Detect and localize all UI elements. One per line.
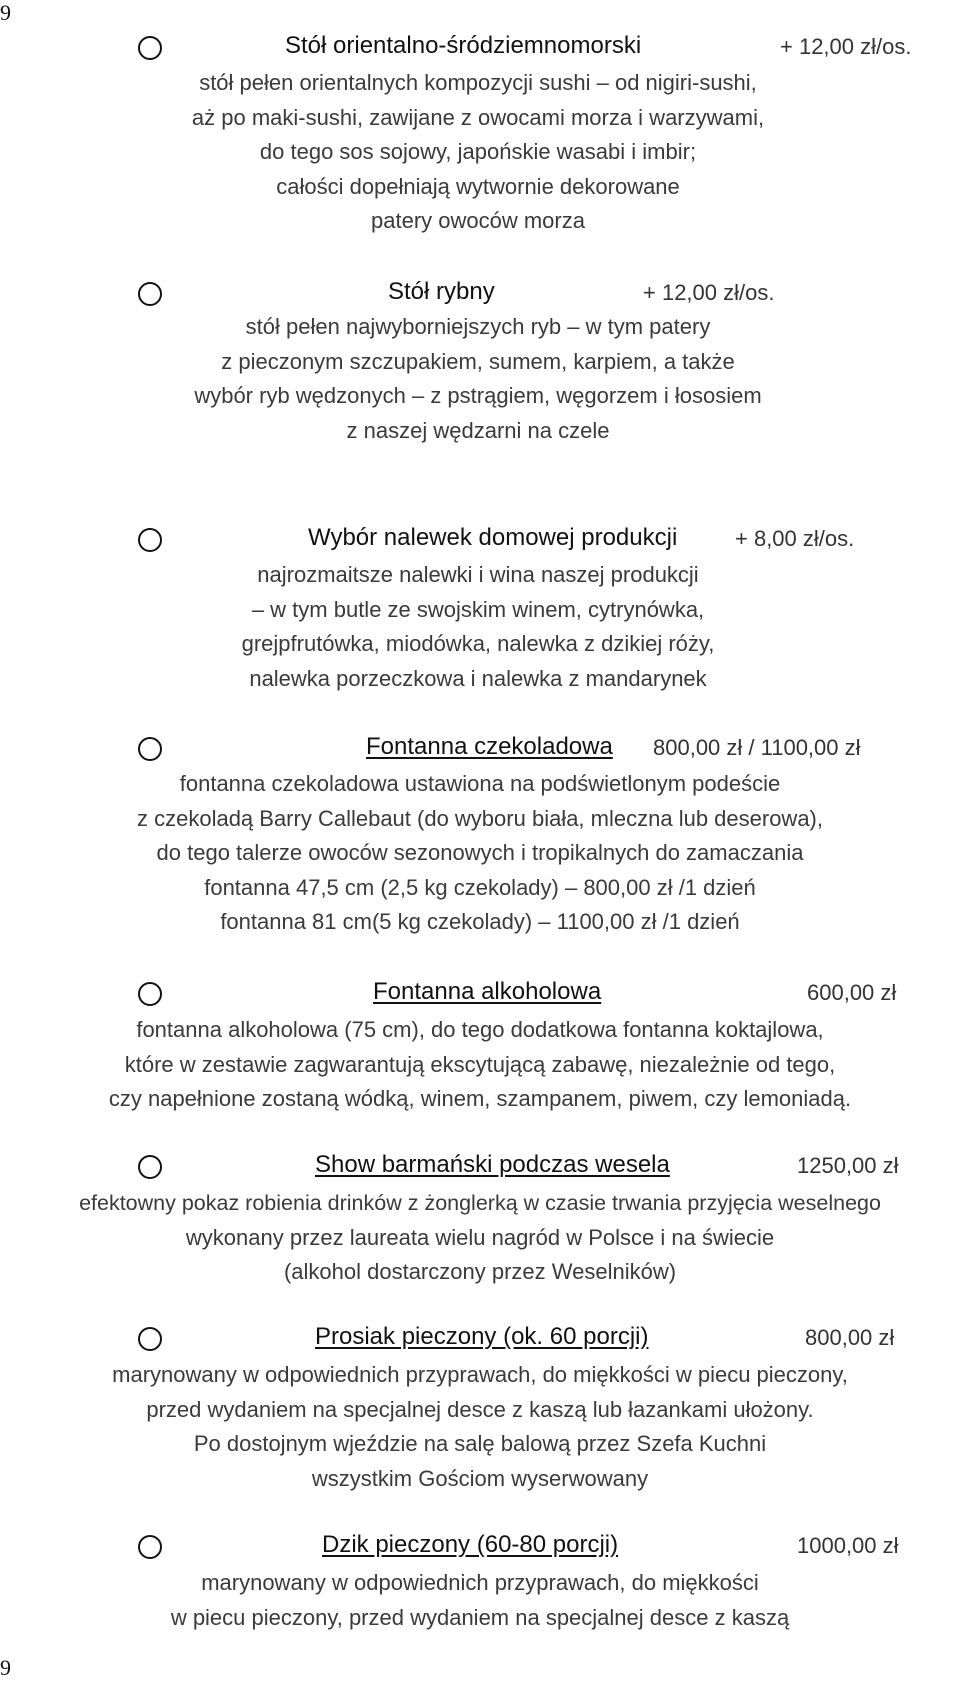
description-line: marynowany w odpowiednich przyprawach, do miękkości	[201, 1570, 759, 1595]
description-line: fontanna alkoholowa (75 cm), do tego dodatkowa fontanna koktajlowa,	[136, 1017, 824, 1042]
item-title: Dzik pieczony (60-80 porcji)	[322, 1531, 619, 1558]
item-title: Fontanna alkoholowa	[373, 978, 602, 1005]
item-description	[0, 1013, 960, 1117]
option-radio[interactable]	[138, 528, 162, 552]
description-line: (alkohol dostarczony przez Weselników)	[283, 1259, 677, 1284]
description-line: całości dopełniają wytwornie dekorowane	[276, 173, 680, 199]
description-line: nalewka porzeczkowa i nalewka z mandarynek	[249, 665, 707, 691]
page-number-top: 9	[0, 0, 11, 25]
description-line: Po dostojnym wjeździe na salę balową przez Szefa Kuchni	[193, 1431, 767, 1456]
description-line: aż po maki-sushi, zawijane z owocami morza i warzywami,	[191, 104, 765, 130]
description-line: grejpfrutówka, miodówka, nalewka z dzikiej róży,	[241, 631, 715, 656]
description-line: marynowany w odpowiednich przyprawach, do miękkości w piecu pieczony,	[112, 1362, 848, 1387]
item-price: + 8,00 zł/os.	[735, 526, 855, 551]
option-radio[interactable]	[138, 282, 162, 306]
item-title: Prosiak pieczony (ok. 60 porcji)	[315, 1323, 649, 1350]
description-line: wykonany przez laureata wielu nagród w Polsce i na świecie	[185, 1224, 775, 1250]
page-number-bottom: 9	[0, 1655, 11, 1680]
description-line: fontanna 81 cm(5 kg czekolady) – 1100,00 zł /1 dzień	[220, 909, 740, 934]
description-line: najrozmaitsze nalewki i wina naszej produkcji	[257, 562, 699, 587]
description-line: w piecu pieczony, przed wydaniem na specjalnej desce z kaszą	[170, 1604, 790, 1630]
description-line: do tego talerze owoców sezonowych i tropikalnych do zamaczania	[156, 840, 804, 865]
item-price: + 12,00 zł/os.	[780, 34, 912, 59]
option-radio[interactable]	[138, 737, 162, 761]
item-price: 800,00 zł	[805, 1325, 895, 1350]
option-radio[interactable]	[138, 1327, 162, 1351]
description-line: z naszej wędzarni na czele	[346, 417, 610, 443]
item-title: Stół orientalno-śródziemnomorski	[285, 32, 642, 59]
description-line: do tego sos sojowy, japońskie wasabi i imbir;	[259, 139, 697, 164]
description-line: stół pełen najwyborniejszych ryb – w tym patery	[245, 314, 711, 339]
description-line: czy napełnione zostaną wódką, winem, szampanem, piwem, czy lemoniadą.	[108, 1086, 852, 1111]
option-radio[interactable]	[138, 1535, 162, 1559]
option-radio[interactable]	[138, 982, 162, 1006]
description-line: wybór ryb wędzonych – z pstrągiem, węgorzem i łososiem	[194, 383, 762, 408]
item-title: Show barmański podczas wesela	[315, 1151, 670, 1178]
item-description	[0, 1358, 960, 1496]
description-line: z czekoladą Barry Callebaut (do wyboru biała, mleczna lub deserowa),	[136, 805, 823, 831]
item-price: 1250,00 zł	[797, 1153, 899, 1178]
description-line: które w zestawie zagwarantują ekscytującą zabawę, niezależnie od tego,	[124, 1051, 836, 1077]
item-description	[0, 1566, 960, 1635]
item-title: Stół rybny	[388, 278, 495, 305]
item-title: Wybór nalewek domowej produkcji	[308, 524, 678, 551]
description-line: fontanna 47,5 cm (2,5 kg czekolady) – 800,00 zł /1 dzień	[204, 874, 756, 900]
item-description	[18, 558, 938, 696]
item-description	[0, 767, 960, 940]
description-line: stół pełen orientalnych kompozycji sushi – od nigiri-sushi,	[199, 70, 757, 95]
item-description	[18, 310, 938, 448]
description-line: – w tym butle ze swojskim winem, cytrynówka,	[251, 596, 705, 622]
item-price: + 12,00 zł/os.	[643, 280, 775, 305]
description-line: z pieczonym szczupakiem, sumem, karpiem, a także	[221, 348, 735, 374]
description-line: przed wydaniem na specjalnej desce z kaszą lub łazankami ułożony.	[146, 1396, 814, 1422]
option-radio[interactable]	[138, 1155, 162, 1179]
option-radio[interactable]	[138, 36, 162, 60]
item-description	[18, 66, 938, 239]
item-description	[0, 1186, 960, 1290]
description-line: wszystkim Gościom wyserwowany	[311, 1465, 649, 1491]
item-price: 1000,00 zł	[797, 1533, 899, 1558]
description-line: efektowny pokaz robienia drinków z żonglerką w czasie trwania przyjęcia weselnego	[79, 1191, 881, 1215]
item-price: 800,00 zł / 1100,00 zł	[653, 735, 861, 760]
item-title: Fontanna czekoladowa	[366, 733, 613, 760]
item-price: 600,00 zł	[807, 980, 897, 1005]
description-line: patery owoców morza	[371, 208, 585, 233]
description-line: fontanna czekoladowa ustawiona na podświetlonym podeście	[179, 771, 781, 796]
